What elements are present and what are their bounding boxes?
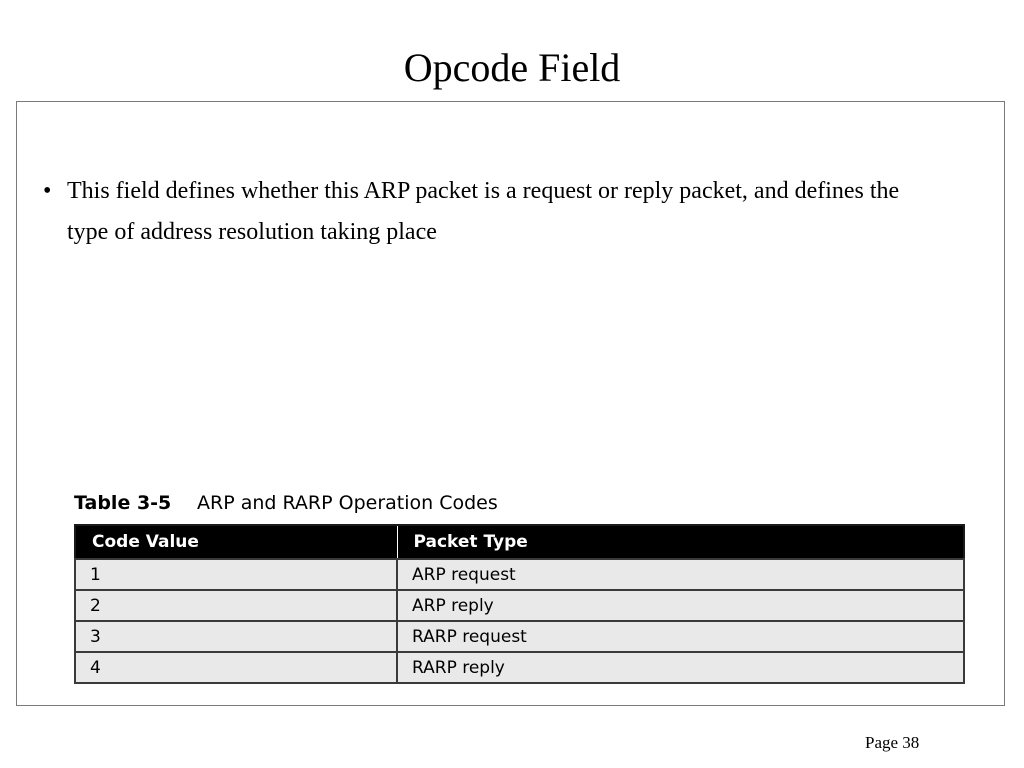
- page-number: Page 38: [865, 733, 920, 752]
- table-header-row: [75, 525, 964, 559]
- packet-type-cell: RARP request: [397, 621, 964, 652]
- opcode-table: [74, 524, 965, 684]
- bullet-text: This field defines whether this ARP packet is a request or reply packet, and defines the type of address resolution taking place: [67, 178, 900, 245]
- table-row: [75, 590, 964, 621]
- table-row: [75, 652, 964, 683]
- packet-type-cell: RARP reply: [397, 652, 964, 683]
- packet-type-cell: ARP reply: [397, 590, 964, 621]
- table-row: [75, 559, 964, 590]
- slide-title: Opcode Field: [403, 45, 621, 90]
- table-caption: [74, 490, 498, 516]
- column-header-packet-type: Packet Type: [397, 525, 964, 559]
- column-header-code-value: Code Value: [75, 525, 397, 559]
- content-box: [16, 101, 1005, 706]
- bullet-item: [43, 171, 943, 253]
- table-row: [75, 621, 964, 652]
- packet-type-cell: ARP request: [397, 559, 964, 590]
- table-caption-label: Table 3-5: [74, 492, 172, 514]
- code-value-cell: 4: [75, 652, 397, 683]
- bullet-list: [43, 171, 943, 253]
- table-caption-title: ARP and RARP Operation Codes: [197, 492, 498, 514]
- code-value-cell: 2: [75, 590, 397, 621]
- code-value-cell: 3: [75, 621, 397, 652]
- bullet-marker: •: [43, 178, 52, 204]
- code-value-cell: 1: [75, 559, 397, 590]
